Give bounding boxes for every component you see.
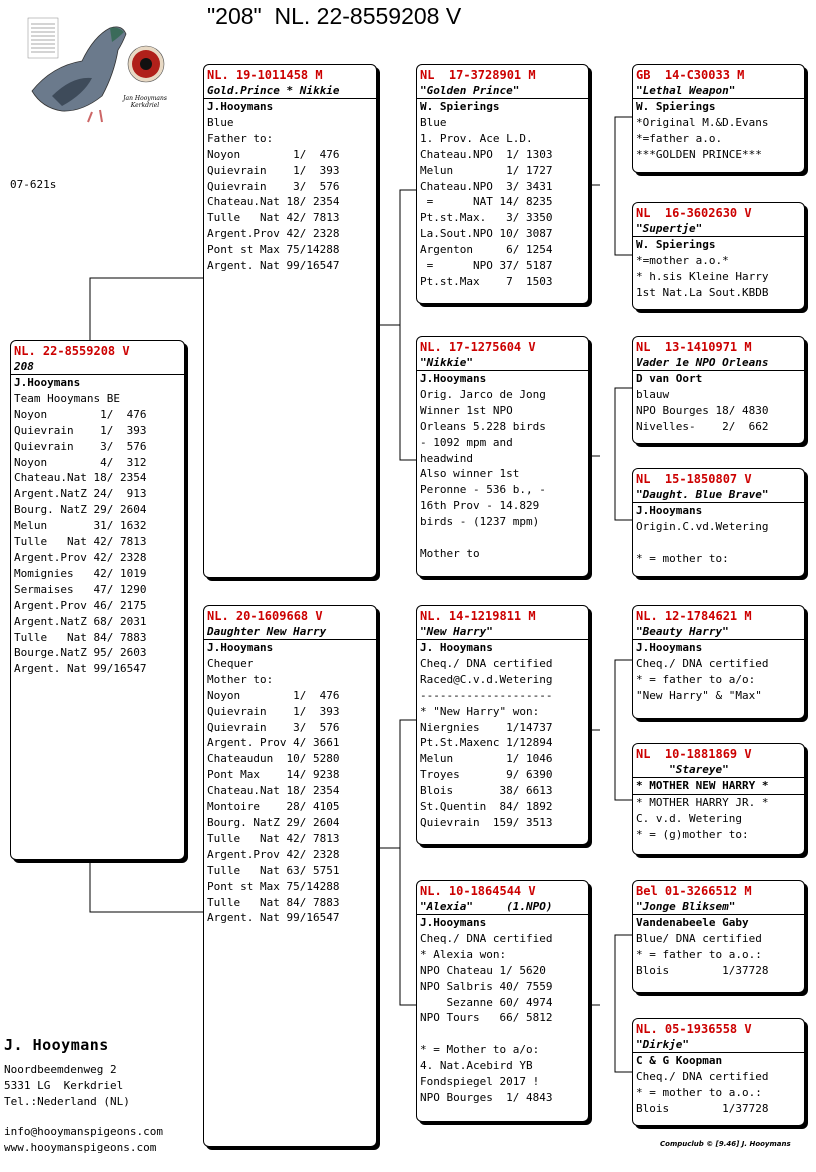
- result-line: blauw: [636, 387, 670, 401]
- result-line: Chateaudun 10/ 5280: [207, 752, 340, 766]
- result-line: Noyon 1/ 476: [207, 147, 340, 161]
- result-line: 16th Prov - 14.829: [420, 499, 540, 513]
- result-line: Quievrain 1/ 393: [207, 704, 340, 718]
- result-line: Pt.st.Max. 3/ 3350: [420, 211, 553, 225]
- result-line: Pont st Max 75/14288: [207, 879, 340, 893]
- pigeon-name: "Daught. Blue Brave": [633, 487, 804, 503]
- pigeon-name: Vader 1e NPO Orleans: [633, 355, 804, 371]
- result-line: Tulle Nat 84/ 7883: [14, 630, 147, 644]
- result-line: Blue: [207, 115, 234, 129]
- result-line: Argent.Prov 42/ 2328: [207, 847, 340, 861]
- result-line: Winner 1st NPO: [420, 403, 513, 417]
- result-line: [633, 535, 804, 551]
- result-line: Nivelles- 2/ 662: [636, 419, 769, 433]
- ring-number: NL. 22-8559208 V: [14, 344, 130, 358]
- result-line: Melun 31/ 1632: [14, 519, 147, 533]
- result-line: *Original M.&D.Evans: [636, 115, 769, 129]
- result-line: Tulle Nat 42/ 7813: [14, 535, 147, 549]
- result-line: Bourg. NatZ 29/ 2604: [207, 815, 340, 829]
- result-line: Blue: [420, 115, 447, 129]
- result-line: Cheq./ DNA certified: [420, 931, 553, 945]
- result-line: Mother to:: [207, 672, 274, 686]
- pigeon-name: "Alexia" (1.NPO): [417, 899, 588, 915]
- results: [633, 115, 804, 163]
- result-line: Cheq./ DNA certified: [636, 656, 769, 670]
- ring-number: NL. 12-1784621 M: [636, 609, 752, 623]
- email-link[interactable]: info@hooymanspigeons.com: [4, 1125, 163, 1138]
- owner-name: J.Hooymans: [14, 376, 81, 389]
- ring-number: NL. 14-1219811 M: [420, 609, 536, 623]
- pigeon-card-mmf[interactable]: [632, 880, 805, 993]
- result-line: Argent.Prov 42/ 2328: [14, 550, 147, 564]
- result-line: * = father to a.o.:: [636, 947, 762, 961]
- result-line: Argent.NatZ 24/ 913: [14, 487, 147, 501]
- pigeon-card-father[interactable]: [203, 64, 377, 578]
- owner-name: J.Hooymans: [207, 641, 274, 654]
- result-line: Argent. Nat 99/16547: [207, 911, 340, 925]
- results: [633, 253, 804, 301]
- result-line: * h.sis Kleine Harry: [636, 269, 769, 283]
- result-line: 1st Nat.La Sout.KBDB: [636, 285, 769, 299]
- result-line: Also winner 1st: [420, 467, 520, 481]
- result-line: 4. Nat.Acebird YB: [420, 1059, 533, 1073]
- result-line: Cheq./ DNA certified: [420, 656, 553, 670]
- results: [417, 656, 588, 831]
- result-line: Quievrain 3/ 576: [14, 439, 147, 453]
- pigeon-name: "Lethal Weapon": [633, 83, 804, 99]
- results: [633, 387, 804, 435]
- logo-caption: Jan Hooymans Kerkdriel: [123, 95, 167, 109]
- result-line: Chateau.Nat 18/ 2354: [14, 471, 147, 485]
- pigeon-card-ffm[interactable]: [632, 202, 805, 310]
- result-line: NPO Chateau 1/ 5620: [420, 963, 546, 977]
- result-line: Montoire 28/ 4105: [207, 800, 340, 814]
- pigeon-name: "Beauty Harry": [633, 624, 804, 640]
- result-line: [417, 530, 588, 546]
- result-line: Quievrain 159/ 3513: [420, 815, 553, 829]
- result-line: Argent. Nat 99/16547: [207, 259, 340, 273]
- owner-name: J.Hooymans: [420, 916, 487, 929]
- pigeon-name: "Golden Prince": [417, 83, 588, 99]
- ring-number: NL 10-1881869 V: [636, 747, 752, 761]
- result-line: Argent. Prov 4/ 3661: [207, 736, 340, 750]
- breeder-info: [4, 1036, 130, 1110]
- result-line: Mother to: [420, 546, 480, 560]
- results: [633, 1069, 804, 1117]
- owner-name: D van Oort: [636, 372, 703, 385]
- result-line: Sermaises 47/ 1290: [14, 582, 147, 596]
- owner-name: J.Hooymans: [636, 504, 703, 517]
- ring-number: GB 14-C30033 M: [636, 68, 745, 82]
- results: [633, 931, 804, 979]
- results: [417, 115, 588, 290]
- result-line: "New Harry" & "Max": [636, 688, 762, 702]
- pigeon-name: Gold.Prince * Nikkie: [204, 83, 376, 99]
- result-line: Quievrain 1/ 393: [14, 423, 147, 437]
- result-line: Bourg. NatZ 29/ 2604: [14, 503, 147, 517]
- result-line: - 1092 mpm and: [420, 435, 513, 449]
- result-line: Team Hooymans BE: [14, 391, 120, 405]
- result-line: Pt.St.Maxenc 1/12894: [420, 736, 553, 750]
- ring-number: NL. 20-1609668 V: [207, 609, 323, 623]
- result-line: Noyon 1/ 476: [14, 407, 147, 421]
- pigeon-name: 208: [11, 359, 184, 375]
- owner-name: W. Spierings: [636, 238, 716, 251]
- ring-number: NL. 05-1936558 V: [636, 1022, 752, 1036]
- result-line: --------------------: [420, 688, 553, 702]
- footer-credit: Compuclub © [9.46] J. Hooymans: [660, 1140, 791, 1148]
- result-line: NPO Tours 66/ 5812: [420, 1011, 553, 1025]
- pigeon-name: "New Harry": [417, 624, 588, 640]
- pigeon-card-mother-father[interactable]: [416, 605, 589, 845]
- pigeon-name: "Nikkie": [417, 355, 588, 371]
- result-line: = NAT 14/ 8235: [420, 195, 553, 209]
- result-line: = NPO 37/ 5187: [420, 259, 553, 273]
- result-line: La.Sout.NPO 10/ 3087: [420, 227, 553, 241]
- ring-number: NL 13-1410971 M: [636, 340, 752, 354]
- breeder-city: 5331 LG Kerkdriel: [4, 1079, 124, 1092]
- breeder-phone: Tel.:Nederland (NL): [4, 1095, 130, 1108]
- result-line: * = (g)mother to:: [636, 827, 749, 841]
- result-line: Niergnies 1/14737: [420, 720, 553, 734]
- pigeon-card-fmm[interactable]: [632, 468, 805, 577]
- results: [11, 391, 184, 677]
- result-line: [417, 1026, 588, 1042]
- result-line: Orig. Jarco de Jong: [420, 387, 546, 401]
- result-line: * = father to a/o:: [636, 672, 756, 686]
- ring-number: NL 17-3728901 M: [420, 68, 536, 82]
- pigeon-card-mmm[interactable]: [632, 1018, 805, 1126]
- pedigree-code: 07-621s: [10, 178, 57, 191]
- result-line: Fondspiegel 2017 !: [420, 1075, 540, 1089]
- ring-number: NL 16-3602630 V: [636, 206, 752, 220]
- result-line: ***GOLDEN PRINCE***: [636, 147, 762, 161]
- owner-name: C & G Koopman: [636, 1054, 723, 1067]
- ring-number: NL. 10-1864544 V: [420, 884, 536, 898]
- website-link[interactable]: www.hooymanspigeons.com: [4, 1141, 157, 1154]
- result-line: Quievrain 3/ 576: [207, 720, 340, 734]
- owner-name: W. Spierings: [636, 100, 716, 113]
- pigeon-card-fmf[interactable]: [632, 336, 805, 444]
- ring-number: Bel 01-3266512 M: [636, 884, 752, 898]
- result-line: St.Quentin 84/ 1892: [420, 800, 553, 814]
- result-line: Argenton 6/ 1254: [420, 243, 553, 257]
- result-line: Blois 38/ 6613: [420, 784, 553, 798]
- results: [633, 519, 804, 567]
- result-line: Argent.Prov 42/ 2328: [207, 227, 340, 241]
- result-line: Blois 1/37728: [636, 963, 769, 977]
- owner-name: J.Hooymans: [207, 100, 274, 113]
- result-line: Peronne - 536 b., -: [420, 483, 546, 497]
- result-line: * Alexia won:: [420, 947, 507, 961]
- result-line: Momignies 42/ 1019: [14, 566, 147, 580]
- result-line: Argent.NatZ 68/ 2031: [14, 614, 147, 628]
- pigeon-card-mother-mother[interactable]: [416, 880, 589, 1122]
- result-line: Blois 1/37728: [636, 1101, 769, 1115]
- result-line: Tulle Nat 42/ 7813: [207, 831, 340, 845]
- result-line: Quievrain 1/ 393: [207, 163, 340, 177]
- owner-name: W. Spierings: [420, 100, 500, 113]
- result-line: Father to:: [207, 131, 274, 145]
- result-line: *=mother a.o.*: [636, 253, 729, 267]
- result-line: Origin.C.vd.Wetering: [636, 519, 769, 533]
- ring-number: NL. 19-1011458 M: [207, 68, 323, 82]
- result-line: 1. Prov. Ace L.D.: [420, 131, 533, 145]
- result-line: Argent.Prov 46/ 2175: [14, 598, 147, 612]
- result-line: * = mother to a.o.:: [636, 1085, 762, 1099]
- pigeon-card-father-father[interactable]: [416, 64, 589, 304]
- result-line: Melun 1/ 1046: [420, 752, 553, 766]
- result-line: Chateau.NPO 1/ 1303: [420, 147, 553, 161]
- results: [633, 795, 804, 843]
- result-line: C. v.d. Wetering: [636, 811, 742, 825]
- owner-name: * MOTHER NEW HARRY *: [633, 778, 804, 795]
- result-line: Bourge.NatZ 95/ 2603: [14, 646, 147, 660]
- result-line: * "New Harry" won:: [420, 704, 540, 718]
- result-line: Melun 1/ 1727: [420, 163, 553, 177]
- pigeon-card-mff[interactable]: [632, 605, 805, 719]
- result-line: Raced@C.v.d.Wetering: [420, 672, 553, 686]
- result-line: Pont Max 14/ 9238: [207, 768, 340, 782]
- pigeon-card-fff[interactable]: [632, 64, 805, 173]
- result-line: Sezanne 60/ 4974: [420, 995, 553, 1009]
- result-line: Tulle Nat 84/ 7883: [207, 895, 340, 909]
- result-line: Tulle Nat 63/ 5751: [207, 863, 340, 877]
- result-line: Cheq./ DNA certified: [636, 1069, 769, 1083]
- result-line: Pt.st.Max 7 1503: [420, 274, 553, 288]
- result-line: Quievrain 3/ 576: [207, 179, 340, 193]
- result-line: Chateau.Nat 18/ 2354: [207, 784, 340, 798]
- result-line: *=father a.o.: [636, 131, 723, 145]
- pigeon-name: "Supertje": [633, 221, 804, 237]
- result-line: Chateau.NPO 3/ 3431: [420, 179, 553, 193]
- result-line: * MOTHER HARRY JR. *: [636, 795, 769, 809]
- ring-number: NL. 17-1275604 V: [420, 340, 536, 354]
- pigeon-card-mother[interactable]: [203, 605, 377, 1147]
- page-title: "208" NL. 22-8559208 V: [207, 3, 462, 29]
- contact-info: [4, 1124, 163, 1156]
- result-line: NPO Bourges 18/ 4830: [636, 403, 769, 417]
- pigeon-card-mfm[interactable]: [632, 743, 805, 855]
- result-line: NPO Bourges 1/ 4843: [420, 1090, 553, 1104]
- result-line: * = mother to:: [636, 551, 729, 565]
- result-line: birds - (1237 mpm): [420, 515, 540, 529]
- results: [204, 115, 376, 274]
- results: [633, 656, 804, 704]
- result-line: NPO Salbris 40/ 7559: [420, 979, 553, 993]
- owner-name: J.Hooymans: [636, 641, 703, 654]
- results: [417, 931, 588, 1106]
- owner-name: Vandenabeele Gaby: [636, 916, 749, 929]
- pigeon-name: Daughter New Harry: [204, 624, 376, 640]
- breeder-name: J. Hooymans: [4, 1036, 109, 1054]
- owner-name: J. Hooymans: [420, 641, 493, 654]
- pigeon-card-father-mother[interactable]: [416, 336, 589, 577]
- results: [417, 387, 588, 562]
- result-line: Pont st Max 75/14288: [207, 243, 340, 257]
- result-line: headwind: [420, 451, 473, 465]
- result-line: Chateau.Nat 18/ 2354: [207, 195, 340, 209]
- result-line: Tulle Nat 42/ 7813: [207, 211, 340, 225]
- breeder-address: Noordbeemdenweg 2: [4, 1063, 117, 1076]
- result-line: Blue/ DNA certified: [636, 931, 762, 945]
- pigeon-name: "Dirkje": [633, 1037, 804, 1053]
- owner-name: J.Hooymans: [420, 372, 487, 385]
- result-line: Orleans 5.228 birds: [420, 419, 546, 433]
- result-line: Chequer: [207, 656, 254, 670]
- result-line: Troyes 9/ 6390: [420, 768, 553, 782]
- result-line: Noyon 4/ 312: [14, 455, 147, 469]
- result-line: * = Mother to a/o:: [420, 1043, 540, 1057]
- pigeon-card-main[interactable]: [10, 340, 185, 860]
- result-line: Noyon 1/ 476: [207, 688, 340, 702]
- result-line: Argent. Nat 99/16547: [14, 662, 147, 676]
- pigeon-name: "Jonge Bliksem": [633, 899, 804, 915]
- pigeon-name: "Stareye": [633, 762, 804, 778]
- results: [204, 656, 376, 926]
- ring-number: NL 15-1850807 V: [636, 472, 752, 486]
